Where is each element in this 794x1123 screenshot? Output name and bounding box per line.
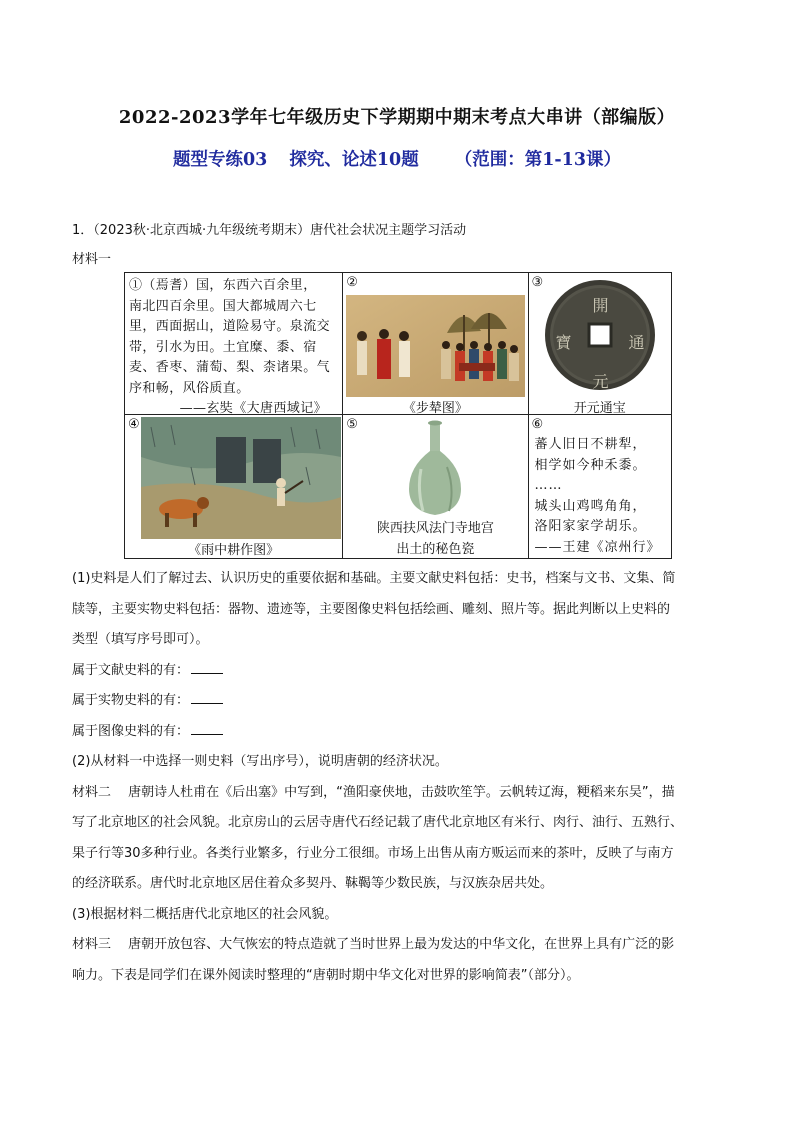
- caption-farming-mural: 《雨中耕作图》: [188, 543, 280, 558]
- excerpt-line: 里，西面据山，道险易守。泉流交: [129, 319, 331, 334]
- poem-line: 相学如今种禾黍。: [534, 457, 647, 473]
- cell3-number: ③: [531, 275, 544, 290]
- question-stem: 1．（2023秋·北京西城·九年级统考期末）唐代社会状况主题学习活动: [72, 223, 467, 238]
- cell4-number: ④: [128, 417, 140, 432]
- source-material-table: [124, 272, 672, 559]
- celadon-vase: [343, 419, 528, 519]
- caption-vase-line1: 陕西扶风法门寺地宫: [376, 521, 494, 536]
- caption-bunian-tu: 《步辇图》: [402, 401, 468, 416]
- excerpt-line: 麦、香枣、蒲萄、梨、柰诸果。气: [129, 360, 331, 375]
- q1-text-line: 类型（填写序号即可）。: [72, 632, 209, 647]
- poem-ellipsis: ……: [534, 478, 563, 493]
- source-cell-2: [343, 273, 528, 415]
- text-excerpt-1: [129, 276, 341, 420]
- painting-bunian-tu: [343, 293, 528, 399]
- document-subtitle: [0, 146, 794, 171]
- cell6-number: ⑥: [531, 417, 544, 432]
- excerpt-line: （焉耆）国，东西六百余里，: [142, 278, 317, 293]
- document-title: 2022-2023学年七年级历史下学期期中期末考点大串讲（部编版）: [118, 107, 676, 128]
- subtitle-part-b: 探究、论述10题: [289, 150, 419, 170]
- poem-line: 蕃人旧日不耕犁，: [534, 437, 647, 452]
- answer-line-images: 属于图像史料的有：: [72, 717, 722, 748]
- material2-line: 写了北京地区的社会风貌。北京房山的云居寺唐代石经记载了唐代北京地区有米行、肉行、油行、五熟行、: [72, 815, 684, 830]
- cell2-number: ②: [346, 275, 358, 290]
- source-cell-1: [125, 273, 343, 415]
- material1-label: 材料一: [72, 252, 112, 267]
- q1-text-line: 牍等，主要实物史料包括：器物、遗迹等，主要图像史料包括绘画、雕刻、照片等。据此判断以上史料的: [72, 601, 671, 617]
- excerpt-line: 序和畅，风俗质直。: [129, 380, 250, 396]
- answer-line-objects: 属于实物史料的有：: [72, 686, 722, 717]
- answer-blank[interactable]: [191, 661, 223, 674]
- subtitle-part-c: （范围：第1-13课）: [454, 150, 621, 170]
- q1-text-line: (1)史料是人们了解过去、认识历史的重要依据和基础。主要文献史料包括：史书，档案与文书、文集、简: [72, 571, 676, 586]
- excerpt-source: ——玄奘《大唐西域记》: [179, 401, 327, 416]
- source-cell-4: [125, 415, 343, 559]
- material3-line: 响力。下表是同学们在课外阅读时整理的“唐朝时期中华文化对世界的影响简表”（部分）。: [72, 967, 580, 983]
- answer-blank[interactable]: [191, 691, 223, 704]
- subtitle-part-a: 题型专练03: [172, 150, 268, 170]
- material2-line: 的经济联系。唐代时北京地区居住着众多契丹、靺鞨等少数民族，与汉族杂居共处。: [72, 876, 554, 891]
- source-cell-5: [343, 415, 528, 559]
- poem-liangzhou: [535, 435, 661, 558]
- coin-char-right: 通: [628, 333, 645, 352]
- coin-char-top: 開: [592, 296, 609, 315]
- coin-char-left: 寶: [555, 333, 572, 352]
- material3-line: 材料三 唐朝开放包容、大气恢宏的特点造就了当时世界上最为发达的中华文化，在世界上具有广泛的影: [72, 937, 675, 952]
- mural-farming-in-rain: [141, 417, 341, 539]
- poem-source: ——王建《凉州行》: [534, 539, 661, 555]
- caption-coin: 开元通宝: [573, 401, 626, 416]
- answer-line-documents: 属于文献史料的有：: [72, 656, 722, 687]
- poem-line: 洛阳家家学胡乐。: [534, 519, 647, 534]
- caption-vase-line2: 出土的秘色瓷: [396, 542, 475, 557]
- excerpt-line: 带，引水为田。土宜糜、黍、宿: [129, 339, 317, 355]
- cell5-number: ⑤: [346, 417, 358, 432]
- material2-line: 果子行等30多种行业。各类行业繁多，行业分工很细。市场上出售从南方贩运而来的茶叶，反映了与南方: [72, 845, 674, 861]
- source-cell-6: [528, 415, 672, 559]
- q3-text: (3)根据材料二概括唐代北京地区的社会风貌。: [72, 906, 338, 922]
- poem-line: 城头山鸡鸣角角，: [534, 498, 647, 514]
- q2-text: (2)从材料一中选择一则史料（写出序号），说明唐朝的经济状况。: [72, 754, 448, 769]
- source-cell-3: [528, 273, 672, 415]
- cell1-number: ①: [129, 278, 143, 293]
- coin-char-bottom: 元: [592, 372, 609, 391]
- material2-line: 材料二 唐朝诗人杜甫在《后出塞》中写到，“渔阳豪侠地，击鼓吹笙竽。云帆转辽海，粳稻来东吴”，描: [72, 784, 675, 800]
- answer-blank[interactable]: [191, 722, 223, 735]
- excerpt-line: 南北四百余里。国大都城周六七: [129, 298, 317, 314]
- question1-part1: [72, 564, 722, 991]
